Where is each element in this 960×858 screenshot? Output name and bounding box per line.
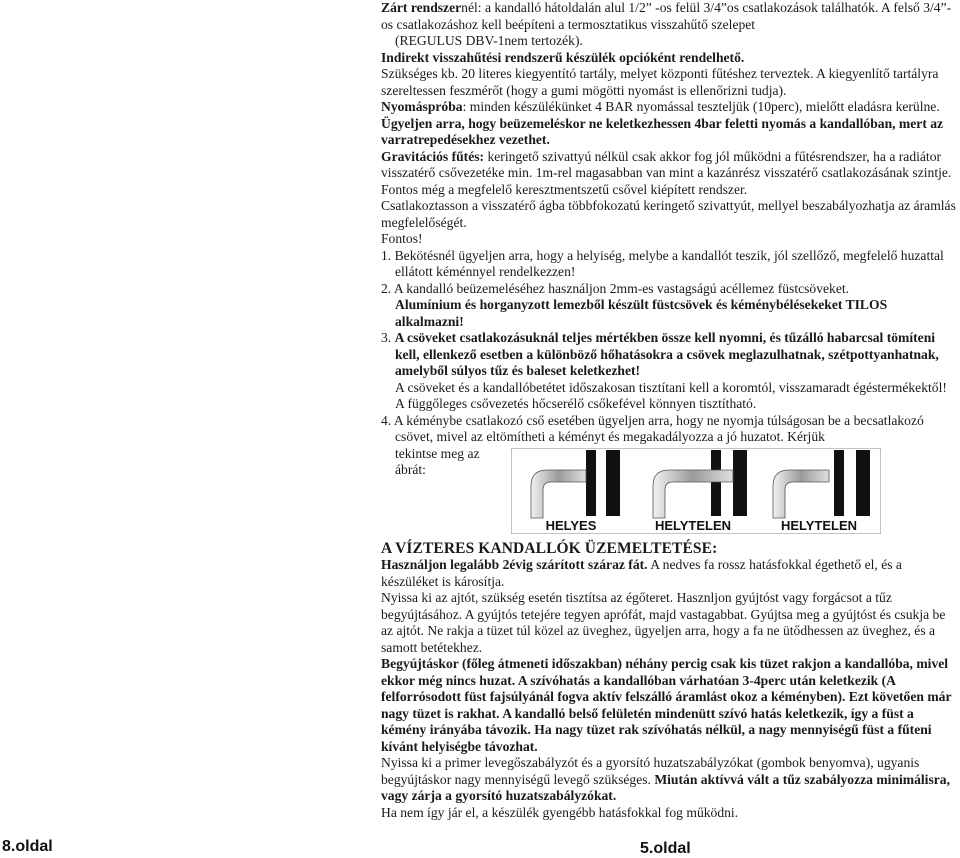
paragraph-tank: Szükséges kb. 20 literes kiegyentító tartály, melyet központi fűtéshez terveztek. A kiegyenlítő tartályra szereltessen feszmérőt (hogy a gumi mögötti nyomást is ellenőrizni tudja).	[381, 66, 939, 98]
paragraph-pressure-test	[381, 99, 957, 149]
figure-row	[381, 445, 957, 533]
text: A nedves fa rossz hatásfokkal égethető el, és a készüléket is károsítja.	[381, 557, 902, 589]
paragraph-regulus: (REGULUS DBV-1nem tertozék).	[395, 33, 583, 48]
page-number-left: 8.oldal	[2, 838, 53, 855]
warning-text: Használjon legalább 2évig szárított száraz fát.	[381, 557, 648, 572]
list-item-2: 2. A kandalló beüzemeléséhez használjon 2mm-es vastagságú acéllemez füstcsöveket.	[381, 280, 850, 296]
paragraph-draft: Begyújtáskor (főleg átmeneti időszakban) néhány percig csak kis tüzet rakjon a kandallóba, mivel ekkor még nincs huzat. A szívóhatás a kandallóban várhatóan 3-4perc után keletkezik (A felforrósodott füst fajsúlyánál fogva aktív felszálló áramlást okoz a kéményben). Ezt követően már nagy tüzet is rakhat. A kandalló belső felületén mindenütt szívó hatás keletkezik, így a füst a kémény irányába távozik. Ha nagy tüzet rak szívóhatás nélkül, a nagy mennyiségű füst a fűteni kívánt helyiségbe távozhat.	[381, 656, 952, 754]
paragraph-pump: Csatlakoztasson a visszatérő ágba többfokozatú keringető szivattyút, mellyel beszabályozhatja az áramlás megfelelőségét.	[381, 198, 956, 230]
paragraph-lighting: Nyissa ki az ajtót, szükség esetén tisztítsa az égőteret. Hasznljon gyújtóst vagy forgácsot a tűz begyújtásához. A gyújtós tetejére tegyen aprófát, majd vastagabbat. Gyújtsa meg a gyújtóst és csukja be az ajtót. Ne rakja a tüzet túl közel az üveghez, ügyeljen arra, hogy a fa ne ütődhessen az üveghez, és a samott betétekhez.	[381, 590, 946, 655]
chimney-connection-figure	[511, 448, 881, 534]
term-pressure-test: Nyomáspróba	[381, 99, 463, 114]
list-item-1: 1. Bekötésnél ügyeljen arra, hogy a helyiség, melybe a kandallót teszik, jól szellőző, megfelelő huzattal ellátott kéménnyel rendelkezzen!	[381, 247, 944, 279]
paragraph-closed-system	[381, 0, 957, 33]
list-item-4: 4. A kéménybe csatlakozó cső esetében ügyeljen arra, hogy ne nyomja túlságosan be a becsatlakozó csövet, mivel az eltömítheti a kéményt és megakadályozza a jó huzatot. Kérjük	[381, 412, 924, 444]
term-closed-system: Zárt rendszer	[381, 0, 462, 15]
list-item-2-warning: Alumínium és horganyzott lemezből készült füstcsövek és kéménybélésekeket TILOS alkalmazni!	[395, 297, 888, 329]
paragraph-gravity-heating	[381, 149, 957, 199]
warning-text: Miután aktívvá vált a tűz szabályozza minimálisra, vagy zárja a gyorsító huzatszabályzókat.	[381, 771, 950, 803]
label-wrong-1: HELYTELEN	[654, 518, 732, 533]
paragraph-important: Fontos!	[381, 231, 423, 246]
list-number: 3.	[381, 330, 395, 345]
paragraph-efficiency: Ha nem így jár el, a készülék gyengébb hatásfokkal fog működni.	[381, 804, 739, 820]
paragraph-dry-wood	[381, 557, 957, 590]
label-wrong-2: HELYTELEN	[780, 518, 858, 533]
text: keringető szivattyú nélkül csak akkor fog jól működni a fűtésrendszer, ha a radiátor visszatérő csővezetéke min. 1m-rel magasabban van mint a kazánrész visszatérő csatlakozásának szintje. Fontos még a megfelelő keresztmentszetű csővel kiépített rendszer.	[381, 148, 952, 197]
section-title: A VÍZTERES KANDALLÓK ÜZEMELTETÉSE:	[381, 539, 718, 557]
text: nél: a kandalló hátoldalán alul 1/2” -os felül 3/4”os csatlakozások találhatók. A felső 3/4”-os csatlakozáshoz kell beépíteni a termosztatikus visszahűtő szelepet	[381, 0, 952, 32]
text: : minden készülékünket 4 BAR nyomással teszteljük (10perc), mielőtt eladásra kerülne.	[462, 99, 940, 114]
paragraph-air-regulators	[381, 755, 957, 805]
text-column	[381, 0, 957, 821]
figure-caption-text: tekintse meg az ábrát:	[395, 445, 480, 477]
list-item-3	[381, 330, 957, 380]
page-number-right: 5.oldal	[640, 840, 691, 857]
warning-text: Ügyeljen arra, hogy beüzemeléskor ne keletkezhessen 4bar feletti nyomás a kandallóban, mert az varratrepedésekhez vezethet.	[381, 115, 944, 147]
label-correct: HELYES	[545, 518, 597, 533]
list-item-3-cleaning: A csöveket és a kandallóbetétet időszakosan tisztítani kell a koromtól, visszamaradt égéstermékektől! A függőleges csővezetés hőcserélő csőkefével könnyen tisztítható.	[395, 379, 947, 411]
warning-text: A csöveket csatlakozásuknál teljes mértékben össze kell nyomni, és tűzálló habarcsal tömíteni kell, ellenkező esetben a különböző hőhatásokra a csövek meglazulhatnak, szétpottyanhatnak, amelyből súlyos tűz és baleset keletkezhet!	[394, 330, 939, 378]
term-gravity-heating: Gravitációs fűtés:	[381, 148, 485, 164]
paragraph-indirect: Indirekt visszahűtési rendszerű készülék opcióként rendelhető.	[381, 49, 745, 65]
text: Nyissa ki a primer levegőszabályzót és a gyorsító huzatszabályzókat (gombok benyomva), ugyanis begyújtáskor nagy mennyiségű levegő szükséges.	[381, 755, 920, 787]
